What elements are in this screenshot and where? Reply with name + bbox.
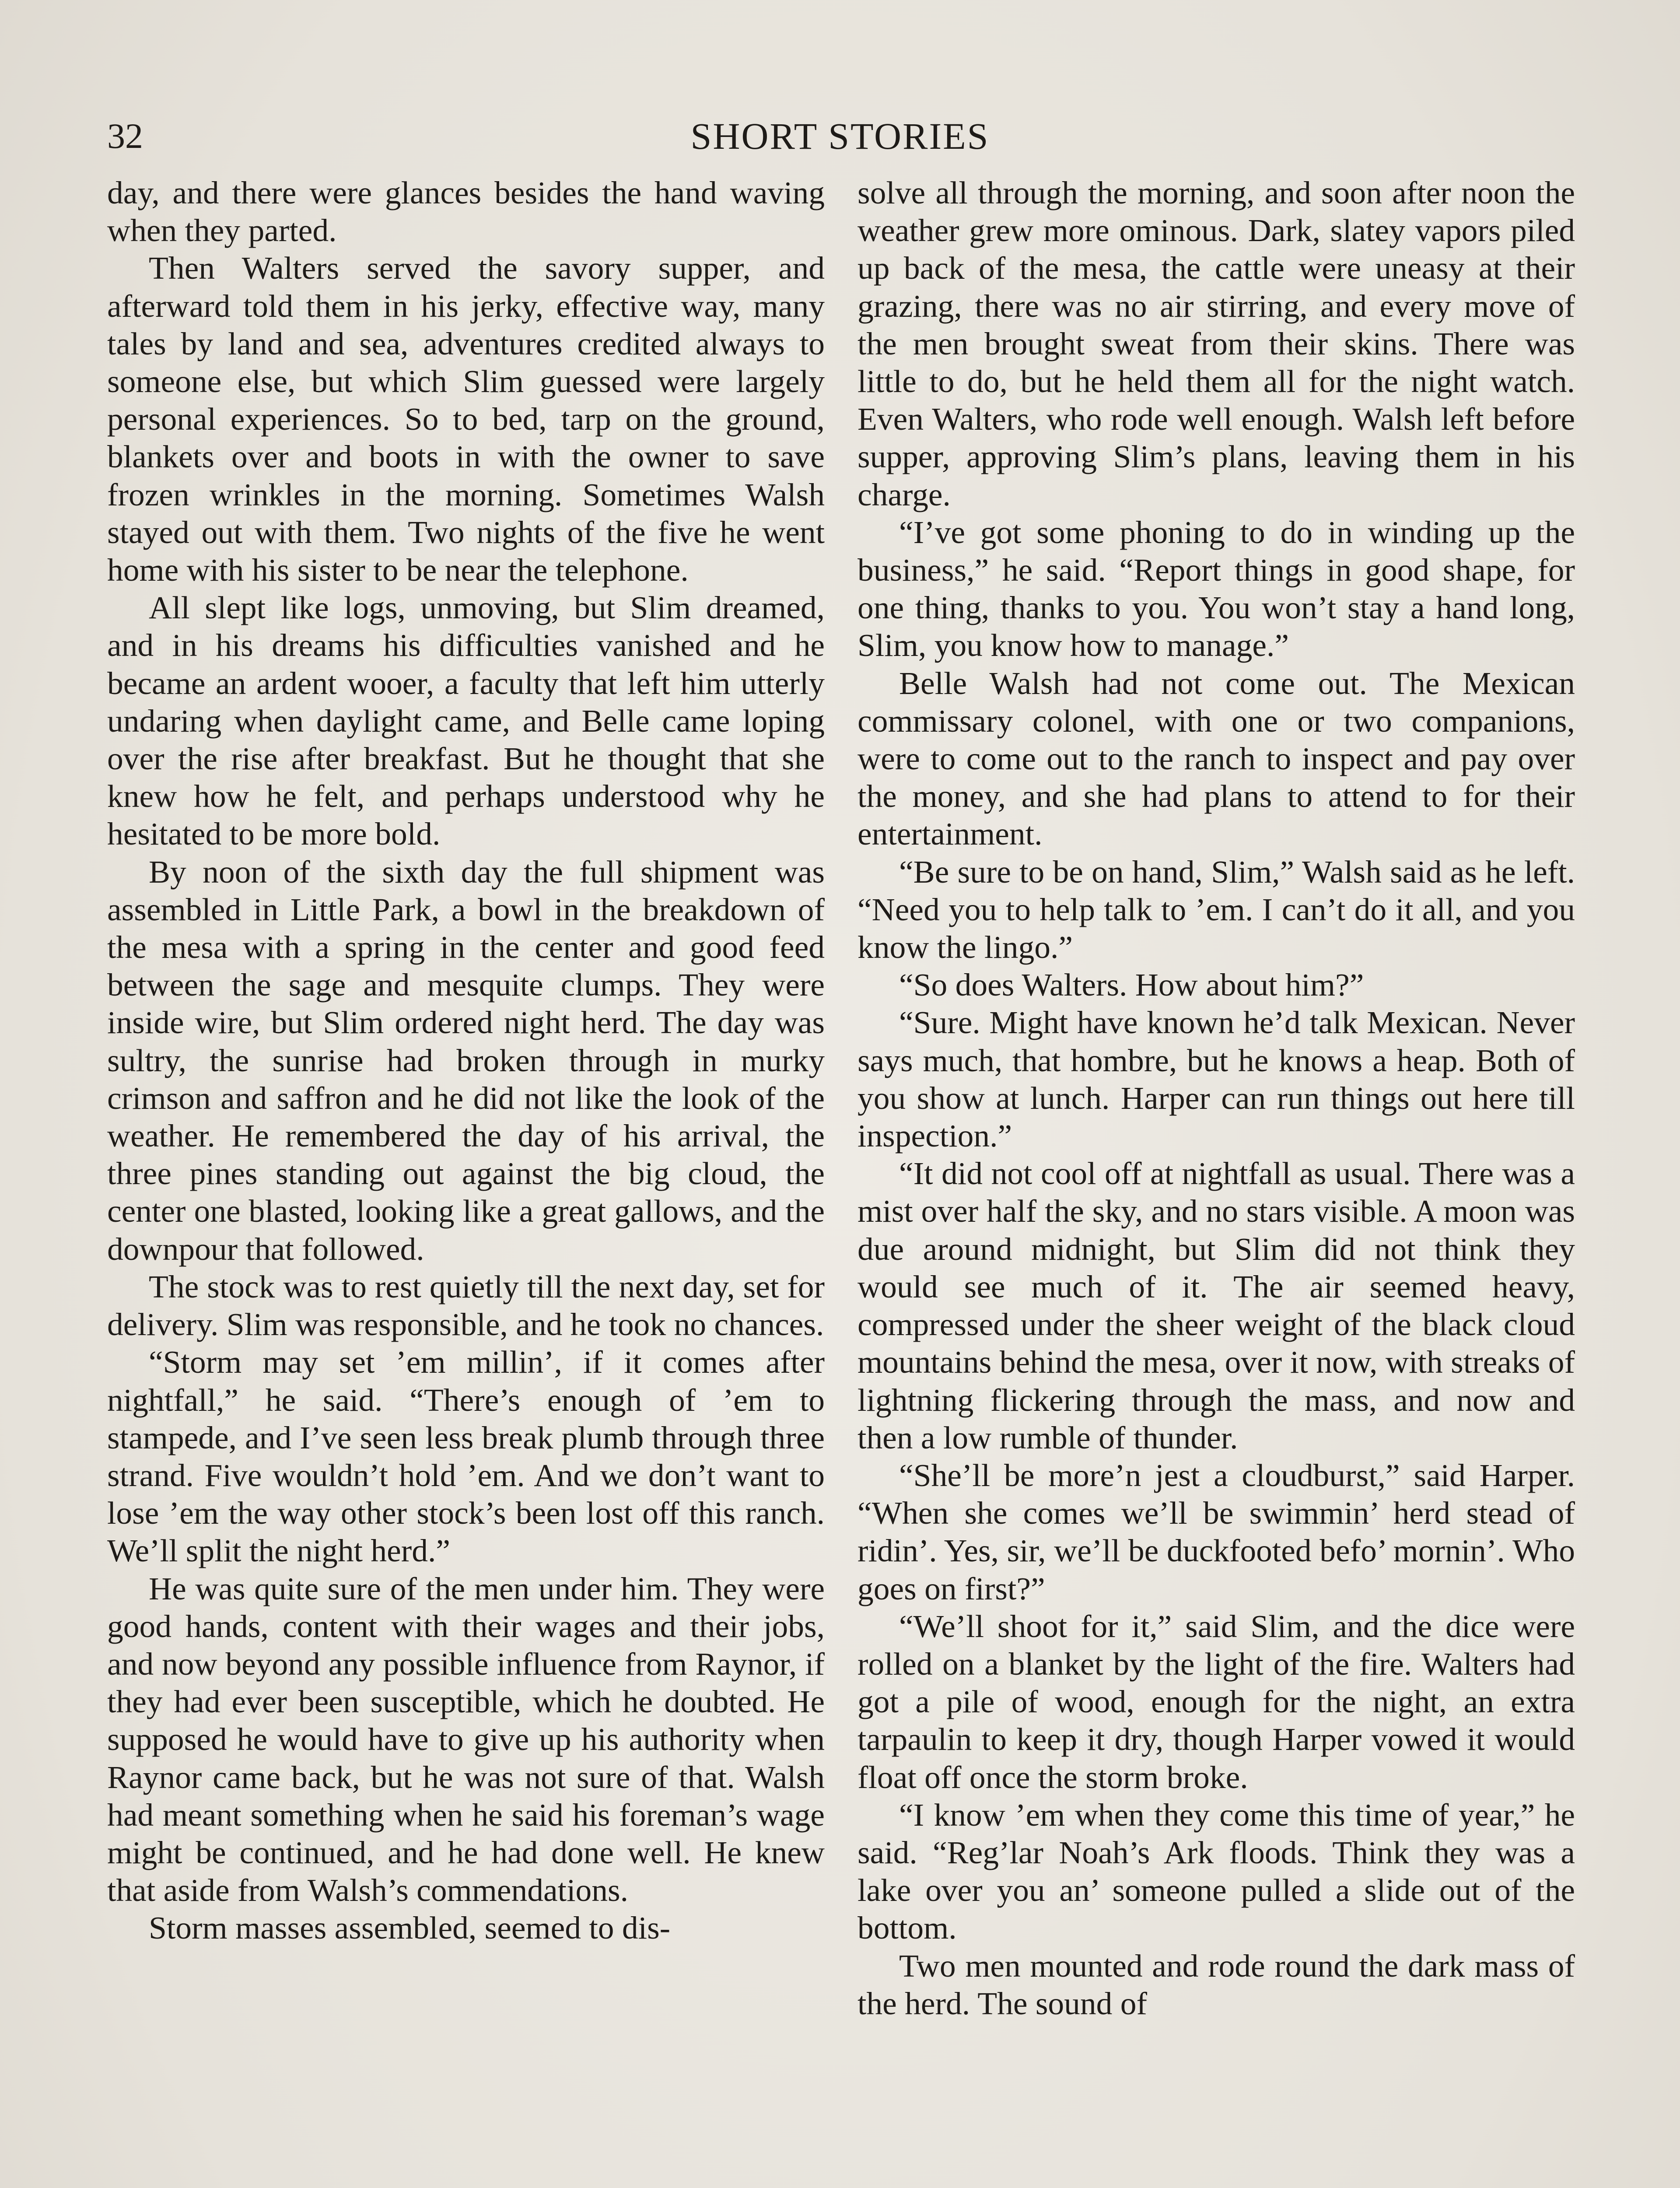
- paragraph: “Sure. Might have known he’d talk Mexican. Never says much, that hombre, but he knows a heap. Both of you show at lunch. Harper can run things out here till inspection.”: [858, 1005, 1575, 1154]
- paragraph: solve all through the morning, and soon after noon the weather grew more ominous. Dark, slatey vapors piled up back of the mesa, the cattle were uneasy at their grazing, there was no air stirring, and every move of the men brought sweat from their skins. There was little to do, but he held them all for the night watch. Even Walters, who rode well enough. Walsh left before supper, approving Slim’s plans, leaving them in his charge.: [858, 175, 1575, 512]
- paragraph: “We’ll shoot for it,” said Slim, and the dice were rolled on a blanket by the light of the fire. Walters had got a pile of wood, enough for the night, an extra tarpaulin to keep it dry, though Harper vowed it would float off once the storm broke.: [858, 1608, 1575, 1795]
- right-column: [858, 174, 1575, 2023]
- paragraph: By noon of the sixth day the full shipment was assembled in Little Park, a bowl in the breakdown of the mesa with a spring in the center and good feed between the sage and mesquite clumps. They were inside wire, but Slim ordered night herd. The day was sultry, the sunrise had broken through in murky crimson and saffron and he did not like the look of the weather. He remembered the day of his arrival, the three pines standing out against the big cloud, the center one blasted, looking like a great gallows, and the downpour that followed.: [107, 854, 825, 1267]
- paragraph: “I’ve got some phoning to do in winding up the business,” he said. “Report things in good shape, for one thing, thanks to you. You won’t stay a hand long, Slim, you know how to manage.”: [858, 514, 1575, 663]
- paragraph: Belle Walsh had not come out. The Mexican commissary colonel, with one or two companions, were to come out to the ranch to inspect and pay over the money, and she had plans to attend to for their entertainment.: [858, 665, 1575, 852]
- left-column: [107, 174, 825, 1947]
- paragraph: “I know ’em when they come this time of year,” he said. “Reg’lar Noah’s Ark floods. Think they was a lake over you an’ someone pulled a slide out of the bottom.: [858, 1797, 1575, 1946]
- paragraph: He was quite sure of the men under him. They were good hands, content with their wages and their jobs, and now beyond any possible influence from Raynor, if they had ever been susceptible, which he doubted. He supposed he would have to give up his authority when Raynor came back, but he was not sure of that. Walsh had meant something when he said his foreman’s wage might be continued, and he had done well. He knew that aside from Walsh’s commendations.: [107, 1571, 825, 1908]
- running-head: SHORT STORIES: [690, 115, 990, 157]
- paragraph: day, and there were glances besides the hand waving when they parted.: [107, 175, 825, 249]
- paragraph: Two men mounted and rode round the dark mass of the herd. The sound of: [858, 1948, 1575, 2021]
- paragraph: “So does Walters. How about him?”: [899, 967, 1364, 1003]
- paragraph: “She’ll be more’n jest a cloudburst,” said Harper. “When she comes we’ll be swimmin’ herd stead of ridin’. Yes, sir, we’ll be duckfooted befo’ mornin’. Who goes on first?”: [858, 1457, 1575, 1606]
- paragraph: Then Walters served the savory supper, and afterward told them in his jerky, effective way, many tales by land and sea, adventures credited always to someone else, but which Slim guessed were largely personal experiences. So to bed, tarp on the ground, blankets over and boots in with the owner to save frozen wrinkles in the morning. Sometimes Walsh stayed out with them. Two nights of the five he went home with his sister to be near the telephone.: [107, 250, 825, 588]
- paragraph: Storm masses assembled, seemed to dis-: [149, 1910, 671, 1946]
- page-number: 32: [107, 116, 143, 156]
- paragraph: “It did not cool off at nightfall as usual. There was a mist over half the sky, and no stars visible. A moon was due around midnight, but Slim did not think they would see much of it. The air seemed heavy, compressed under the sheer weight of the black cloud mountains behind the mesa, over it now, with streaks of lightning flickering through the mass, and now and then a low rumble of thunder.: [858, 1156, 1575, 1455]
- paragraph: All slept like logs, unmoving, but Slim dreamed, and in his dreams his difficulties vanished and he became an ardent wooer, a faculty that left him utterly undaring when daylight came, and Belle came loping over the rise after breakfast. But he thought that she knew how he felt, and perhaps understood why he hesitated to be more bold.: [107, 590, 825, 852]
- paragraph: “Storm may set ’em millin’, if it comes after nightfall,” he said. “There’s enough of ’em to stampede, and I’ve seen less break plumb through three strand. Five wouldn’t hold ’em. And we don’t want to lose ’em the way other stock’s been lost off this ranch. We’ll split the night herd.”: [107, 1344, 825, 1569]
- paragraph: The stock was to rest quietly till the next day, set for delivery. Slim was responsible, and he took no chances.: [107, 1269, 825, 1343]
- paragraph: “Be sure to be on hand, Slim,” Walsh said as he left. “Need you to help talk to ’em. I can’t do it all, and you know the lingo.”: [858, 854, 1575, 965]
